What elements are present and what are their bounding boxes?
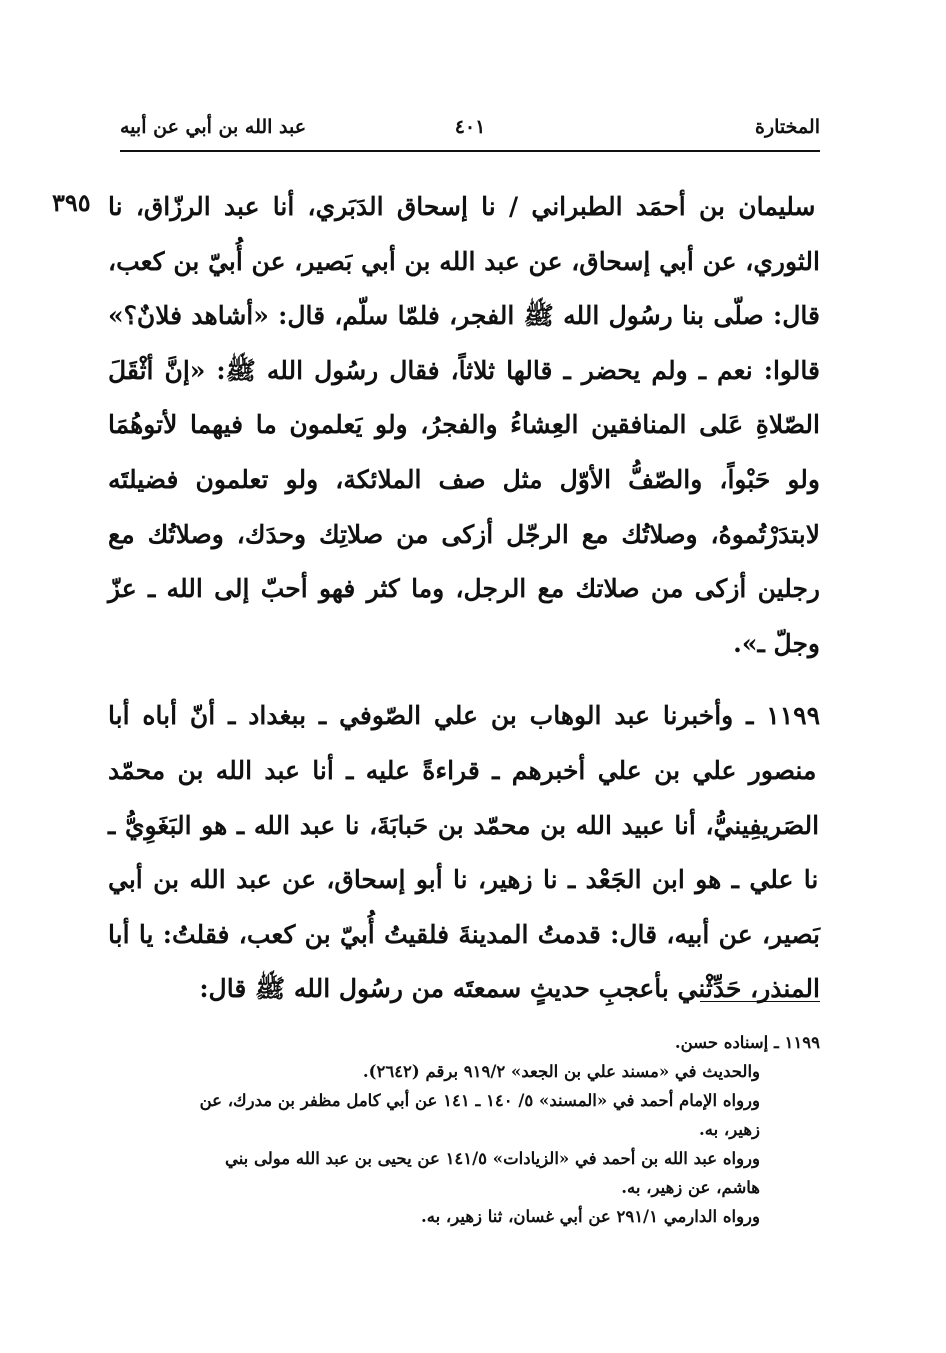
footnote-line: ١١٩٩ ـ إسناده حسن.: [674, 1033, 820, 1052]
text-line: «إنَّ أثْقَلَ الصّلاةِ عَلى المنافقين العِشاءُ والفجرُ، ولو يَعلمون ما فيهما: [108, 355, 820, 440]
text-line: فضيلتَه لابتدَرْتُموهُ، وصلاتُك مع الرجّل أزكى من صلاتِك وحدَك،: [108, 464, 820, 549]
text-line: لأتوهُمَا ولو حَبْواً، والصّفُّ الأوّل مثل صف الملائكة، ولو تعلمون: [108, 410, 820, 494]
text-line: سليمان بن أحمَد الطبراني / نا إسحاق الدَبَري، أنا عبد الرزّاق، نا: [108, 192, 816, 221]
running-header: [120, 112, 820, 146]
footnote-line: ورواه عبد الله بن أحمد في «الزيادات» ١٤١/٥ عن يحيى بن عبد الله مولى بني: [224, 1149, 760, 1168]
text-line: فلانٌ؟» قالوا: نعم ـ ولم يحضر ـ قالها ثلاثاً، فقال رسُول الله ﷺ:: [108, 301, 820, 385]
text-line: أبا المنذر، حَدِّثْني بأعجبِ حديثٍ سمعتَه من رسُول الله ﷺ قال:: [108, 919, 820, 1004]
margin-page-reference: ٣٩٥: [52, 188, 91, 217]
paragraph-1: [108, 180, 820, 671]
text-line: وصلاتُك مع رجلين أزكى من صلاتك مع الرجل، وما كثر فهو أحبّ: [108, 519, 820, 604]
header-book-title: المختارة: [755, 116, 820, 138]
footnote-line: ورواه الإمام أحمد في «المسند» ٥/ ١٤٠ ـ ١٤١ عن أبي كامل مظفر بن مدرك، عن: [199, 1091, 760, 1110]
footnotes: [108, 1028, 820, 1231]
text-line: نا علي ـ هو ابن الجَعْد ـ نا زهير، نا أبو إسحاق، عن عبد الله بن أبي: [108, 865, 819, 895]
text-line: الصَريفِينيُّ، أنا عبيد الله بن محمّد بن حَبابَةَ، نا عبد الله ـ هو البَغَوِيُّ ـ: [108, 810, 820, 840]
text-line: بَصير، عن أبيه، قال: قدمتُ المدينةَ فلقيتُ أُبيّ بن كعب، فقلتُ: يا: [129, 919, 820, 949]
text-line: إلى الله ـ عزّ وجلّ ـ».: [108, 574, 820, 658]
footnote-line: زهير، به.: [698, 1120, 760, 1139]
page-number: ٤٠١: [454, 116, 486, 138]
text-line: الثوري، عن أبي إسحاق، عن عبد الله بن أبي بَصير، عن أُبيّ بن: [164, 246, 820, 276]
paragraph-2: [108, 689, 820, 1017]
text-line: كعب، قال: صلّى بنا رسُول الله ﷺ الفجر، فلمّا سلّم، قال: «أشاهد: [108, 246, 820, 331]
footnote-line: ورواه الدارمي ٢٩١/١ عن أبي غسان، ثنا زهير، به.: [420, 1207, 760, 1226]
text-line: أبا منصور علي بن علي أخبرهم ـ قراءةً عليه ـ أنا عبد الله بن محمّد: [108, 701, 817, 785]
footnote-divider: [700, 1001, 820, 1002]
text-line: ١١٩٩ ـ وأخبرنا عبد الوهاب بن علي الصّوفي ـ ببغداد ـ أنّ أباه: [129, 701, 820, 731]
footnote-line: هاشم، عن زهير، به.: [621, 1178, 760, 1197]
header-divider: [120, 150, 820, 152]
header-chapter-title: عبد الله بن أبي عن أبيه: [120, 116, 307, 138]
footnote-line: والحديث في «مسند علي بن الجعد» ٩١٩/٢ برقم (٢٦٤٢).: [362, 1062, 760, 1081]
main-text: [108, 180, 820, 1017]
